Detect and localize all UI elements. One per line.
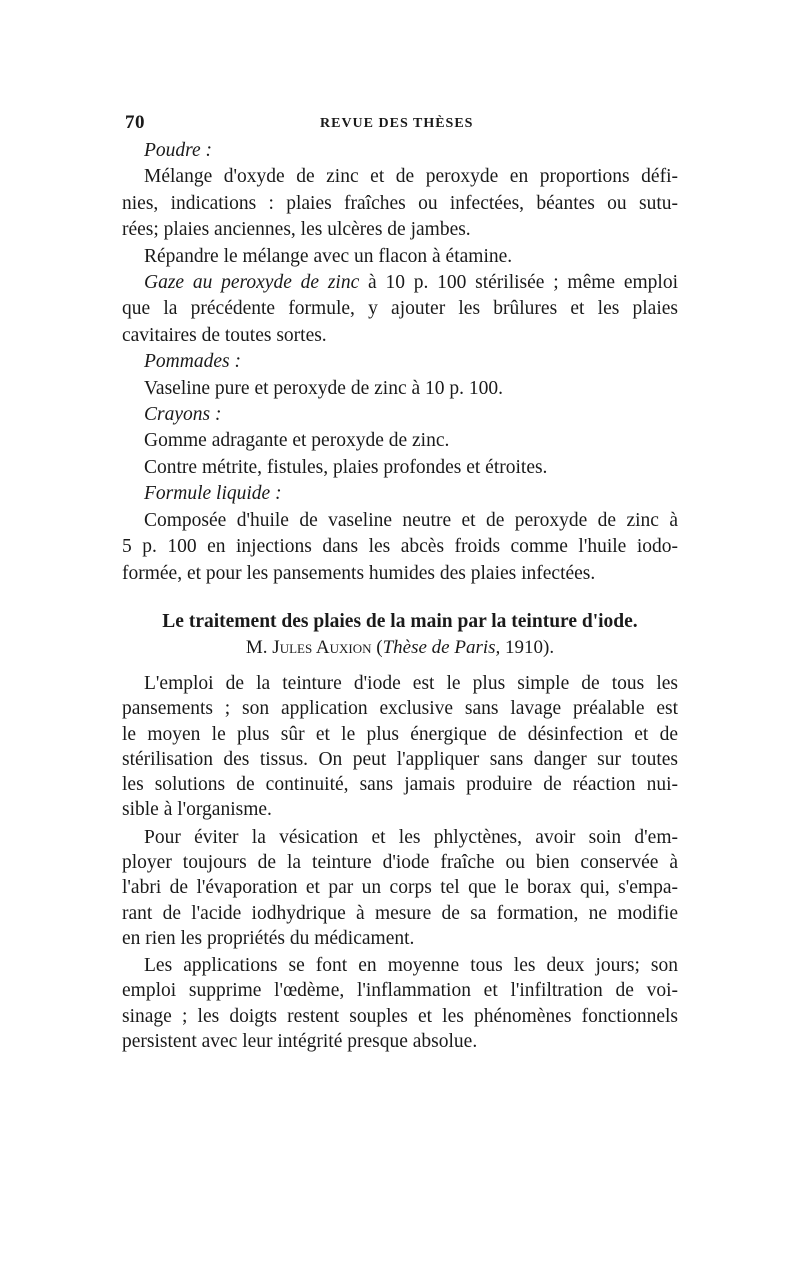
text-line: sible à l'organisme.: [122, 799, 272, 821]
crayons-block: [122, 402, 678, 481]
text-line: Composée d'huile de vaseline neutre et de peroxyde de zinc à: [144, 509, 678, 531]
paragraph: [122, 953, 678, 1054]
text-line: emploi supprime l'œdème, l'inflammation et l'infiltration de voi-: [122, 980, 678, 1002]
gaze-line-1: [122, 270, 678, 296]
text-line: en rien les propriétés du médicament.: [122, 927, 415, 949]
article-author: [122, 635, 678, 661]
formule-liquide-block: [122, 481, 678, 587]
text-line: Vaseline pure et peroxyde de zinc à 10 p. 100.: [144, 377, 503, 399]
author-prefix: M.: [245, 636, 273, 658]
text-line: ployer toujours de la teinture d'iode fraîche ou bien conservée à: [122, 851, 678, 873]
thesis-ref: Thèse de Paris,: [382, 636, 501, 658]
text-line: L'emploi de la teinture d'iode est le plus simple de tous les: [144, 672, 678, 694]
article-section: [122, 609, 678, 1054]
pommades-block: [122, 349, 678, 402]
text-line: cavitaires de toutes sortes.: [122, 324, 327, 346]
text-line: Contre métrite, fistules, plaies profondes et étroites.: [144, 456, 548, 478]
pommades-heading: Pommades :: [144, 351, 241, 373]
paragraph: [122, 671, 678, 823]
poudre-block: [122, 138, 678, 270]
text-line: pansements ; son application exclusive sans lavage préalable est: [122, 698, 678, 720]
running-head: [122, 112, 678, 138]
text-line: le moyen le plus sûr et le plus énergique de désinfection et de: [122, 723, 678, 745]
text-line: nies, indications : plaies fraîches ou infectées, béantes ou sutu-: [122, 192, 678, 214]
paragraph: [122, 825, 678, 951]
text-line: rant de l'acide iodhydrique à mesure de sa formation, ne modifie: [122, 902, 678, 924]
gaze-line-1-rest: à 10 p. 100 stérilisée ; même emploi: [359, 272, 678, 294]
text-line: stérilisation des tissus. On peut l'appliquer sans danger sur toutes: [122, 748, 678, 770]
formule-liquide-heading: Formule liquide :: [144, 483, 282, 505]
article-body: [122, 671, 678, 1054]
crayons-heading: Crayons :: [144, 404, 222, 426]
text-line: les solutions de continuité, sans jamais produire de réaction nui-: [122, 774, 678, 796]
text-line: Répandre le mélange avec un flacon à étamine.: [144, 245, 513, 267]
gaze-heading: Gaze au peroxyde de zinc: [144, 272, 360, 294]
text-line: rées; plaies anciennes, les ulcères de jambes.: [122, 219, 471, 241]
page-number: 70: [125, 112, 145, 133]
author-paren: (: [371, 636, 383, 658]
text-line: Pour éviter la vésication et les phlyctènes, avoir soin d'em-: [144, 826, 678, 848]
poudre-heading: Poudre :: [144, 140, 213, 161]
text-line: Gomme adragante et peroxyde de zinc.: [144, 430, 450, 452]
article-title: Le traitement des plaies de la main par la teinture d'iode.: [162, 610, 638, 632]
document-page: [122, 112, 678, 1054]
text-line: que la précédente formule, y ajouter les brûlures et les plaies: [122, 298, 678, 320]
text-line: Les applications se font en moyenne tous les deux jours; son: [144, 955, 678, 977]
text-line: Mélange d'oxyde de zinc et de peroxyde en proportions défi-: [144, 166, 678, 188]
gaze-block: [122, 270, 678, 349]
running-title: REVUE DES THÈSES: [320, 116, 474, 131]
thesis-year: 1910).: [500, 636, 555, 658]
author-name: Jules Auxion: [272, 636, 372, 658]
text-line: persistent avec leur intégrité presque absolue.: [122, 1031, 478, 1053]
text-line: formée, et pour les pansements humides des plaies infectées.: [122, 562, 596, 584]
text-line: sinage ; les doigts restent souples et les phénomènes fonctionnels: [122, 1005, 678, 1027]
text-line: l'abri de l'évaporation et par un corps tel que le borax qui, s'empa-: [122, 877, 678, 899]
text-line: 5 p. 100 en injections dans les abcès froids comme l'huile iodo-: [122, 536, 678, 558]
